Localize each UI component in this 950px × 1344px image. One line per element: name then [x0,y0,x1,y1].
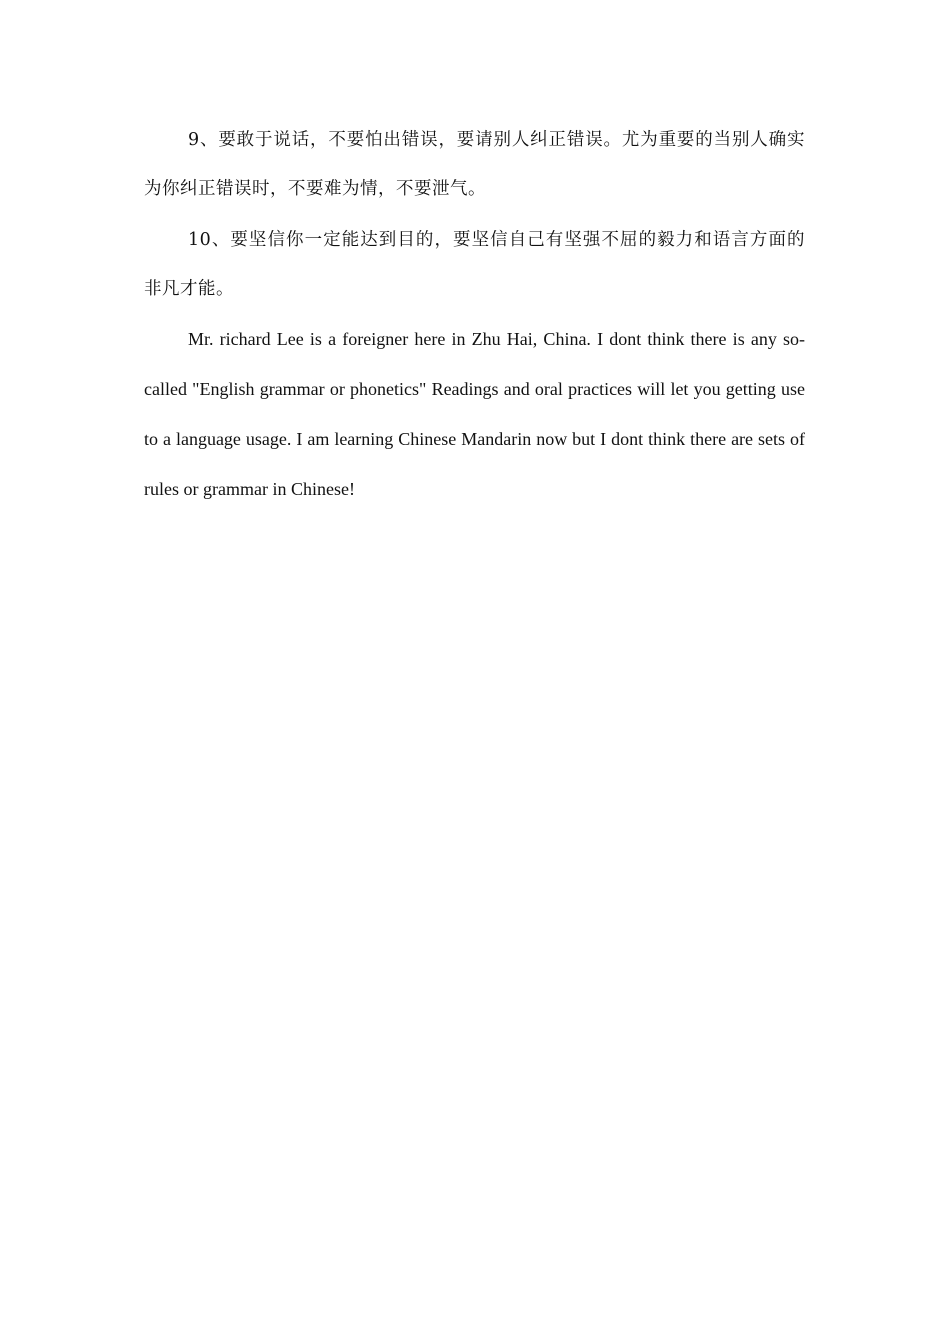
paragraph-tip-9: 9、要敢于说话，不要怕出错误，要请别人纠正错误。尤为重要的当别人确实为你纠正错误时，不要难为情，不要泄气。 [144,130,805,199]
paragraph-tip-10: 10、要坚信你一定能达到目的，要坚信自己有坚强不屈的毅力和语言方面的非凡才能。 [144,230,805,299]
document-body [144,116,805,516]
paragraph-english-comment: Mr. richard Lee is a foreigner here in Zhu Hai, China. I dont think there is any so-called "English grammar or phonetics" Readings and oral practices will let you getting use to a language usage. I am learning Chinese Mandarin now but I dont think there are sets of rules or grammar in Chinese! [144,329,805,499]
